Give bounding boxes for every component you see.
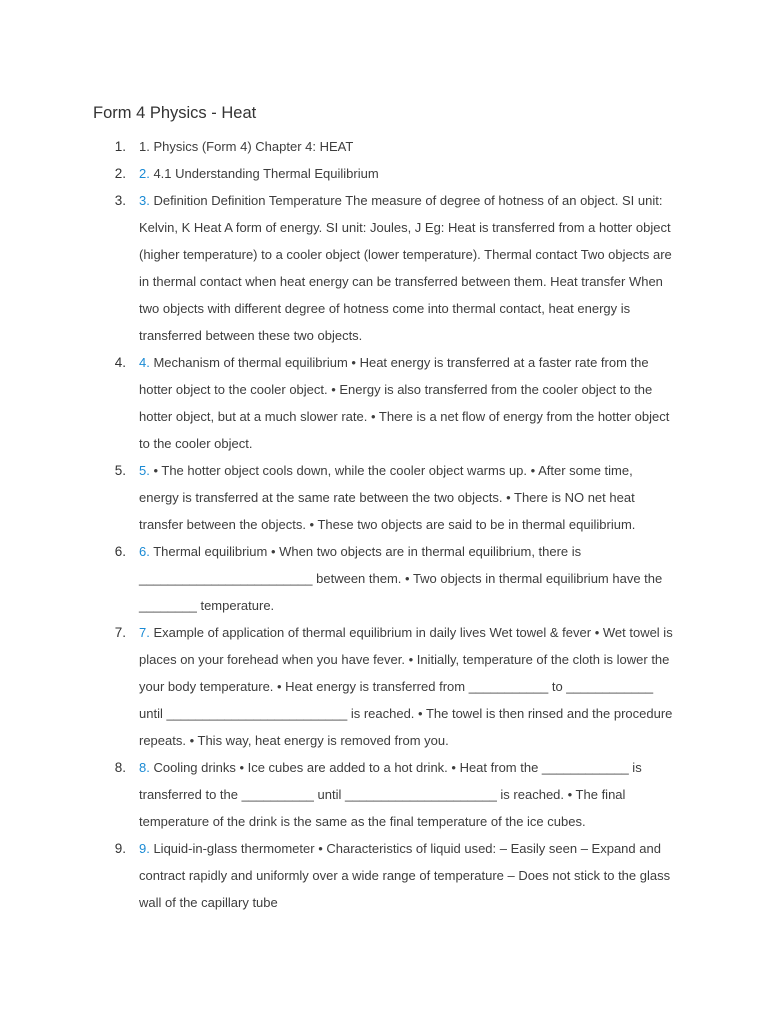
item-list <box>0 133 768 916</box>
item-lead-number[interactable]: 7. <box>139 625 150 640</box>
item-number: 3. <box>114 193 126 208</box>
item-number: 5. <box>114 463 126 478</box>
item-number: 8. <box>114 760 126 775</box>
item-text: Mechanism of thermal equilibrium • Heat energy is transferred at a faster rate from the hotter object to the cooler object. • Energy is also transferred from the cooler object to the hotter object, but at a much slower rate. • There is a net flow of energy from the hotter object to the cooler object. <box>139 355 670 451</box>
item-lead-number[interactable]: 8. <box>139 760 150 775</box>
item-text: Example of application of thermal equilibrium in daily lives Wet towel & fever • Wet towel is places on your forehead when you have fever. • Initially, temperature of the cloth is lower the your body temperature. • Heat energy is transferred from ___________ to ____________ until _________________________ is reached. • The towel is then rinsed and the procedure repeats. • This way, heat energy is removed from you. <box>139 625 673 748</box>
item-lead-number[interactable]: 3. <box>139 193 150 208</box>
list-item <box>0 160 768 187</box>
item-text: Cooling drinks • Ice cubes are added to a hot drink. • Heat from the ____________ is transferred to the __________ until _____________________ is reached. • The final temperature of the drink is the same as the final temperature of the ice cubes. <box>139 760 642 829</box>
item-lead-number[interactable]: 5. <box>139 463 150 478</box>
item-lead-number[interactable]: 9. <box>139 841 150 856</box>
item-number: 2. <box>114 166 126 181</box>
item-text: 1. Physics (Form 4) Chapter 4: HEAT <box>139 139 354 154</box>
item-lead-number[interactable]: 4. <box>139 355 150 370</box>
item-number: 6. <box>114 544 126 559</box>
item-number: 9. <box>114 841 126 856</box>
item-text: • The hotter object cools down, while the cooler object warms up. • After some time, energy is transferred at the same rate between the two objects. • There is NO net heat transfer between the objects. • These two objects are said to be in thermal equilibrium. <box>139 463 636 532</box>
item-text: Definition Definition Temperature The measure of degree of hotness of an object. SI unit: Kelvin, K Heat A form of energy. SI unit: Joules, J Eg: Heat is transferred from a hotter object (higher temperature) to a cooler object (lower temperature). Thermal contact Two objects are in thermal contact when heat energy can be transferred between them. Heat transfer When two objects with different degree of hotness come into thermal contact, heat energy is transferred between these two objects. <box>139 193 672 343</box>
list-item <box>0 187 768 349</box>
item-text: Thermal equilibrium • When two objects are in thermal equilibrium, there is ________________________ between them. • Two objects in thermal equilibrium have the ________ temperature. <box>139 544 663 613</box>
document-title: Form 4 Physics - Heat <box>93 104 257 122</box>
list-item <box>0 349 768 457</box>
item-number: 7. <box>114 625 126 640</box>
item-text: 4.1 Understanding Thermal Equilibrium <box>149 166 379 181</box>
list-item <box>0 538 768 619</box>
item-lead-number[interactable]: 6. <box>139 544 150 559</box>
list-item <box>0 835 768 916</box>
item-lead-number[interactable]: 2. <box>139 166 150 181</box>
item-number: 1. <box>114 139 126 154</box>
item-text: Liquid-in-glass thermometer • Characteristics of liquid used: – Easily seen – Expand and contract rapidly and uniformly over a wide range of temperature – Does not stick to the glass wall of the capillary tube <box>139 841 671 910</box>
list-item <box>0 754 768 835</box>
item-number: 4. <box>114 355 126 370</box>
list-item <box>0 619 768 754</box>
list-item <box>0 133 768 160</box>
list-item <box>0 457 768 538</box>
